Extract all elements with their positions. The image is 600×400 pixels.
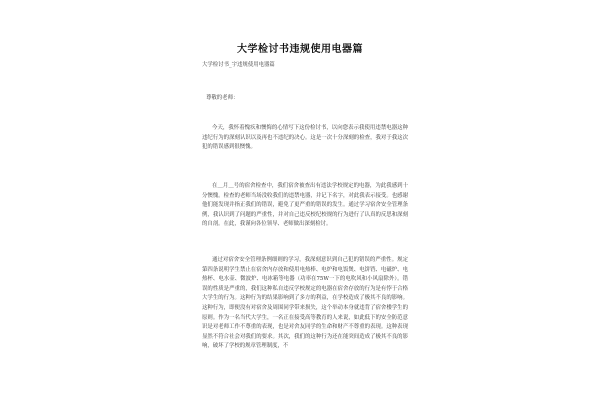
greeting: 尊敬的老师： [206,95,239,101]
paragraph-intro: 今天，我怀着愧疚和懊悔的心情写下这份检讨书，以向您表示我使用违禁电器这种违纪行为的深刻认识以及再也不违纪的决心。这是一次十分深刻的检查，我对于我这次犯的错误感到很懊愧。 [202,125,408,151]
document-title: 大学检讨书违规使用电器篇 [237,44,363,55]
document-subtitle: 大学检讨书_宇违规使用电器篇 [202,62,275,68]
paragraph-inspection: 在＿月＿号的宿舍检查中，我们宿舍被查出有违法学校规定的电器，为此我感到十分懊愧。检查的老师当场没收我们的违禁电器，并记下名字，对此我表示接受。也感谢他们能发现并指正我们的错误，避免了更严重的错误的发生。通过学习宿舍安全管理条例，我认识到了问题的严重性，并对自己违反校纪校规的行为进行了认真的反思和深刻的自剖。在此，我谨向各位领导、老师做出深刻检讨。 [202,183,408,228]
paragraph-reflection: 通过对宿舍安全管理条例细则的学习，我深刻意识到自己犯的错误的严重性。规定第四条说明学生禁止在宿舍内存放和使用电热棒、电炉和电饭煲、电饼铛、电磁炉、电热杯、电水壶、微波炉、电冰箱等电器（功率在75W一下的电吹风和小风扇除外）。错误的性质是严重的，我们这种私自违反学校规定的电器在宿舍存放的行为是有悖于合格大学生的行为。这种行为的结果影响到了多方的利益，在学校造成了极其不良的影响。这种行为，即便没有对宿舍及周围同学带来损失，这个举动本身就违背了宿舍楼学生的原则。作为一名当代大学生，一名正在接受高等教育的人来说，如此低下的安全防范意识是对老师工作不尊重的表现，也是对舍友同学的生命和财产不尊重的表现。这种表现显然不符合社会对我们的要求。其次，我们的这种行为还在能突间造成了极其不良的影响，破坏了学校的规章管理制度，不 [202,257,408,350]
